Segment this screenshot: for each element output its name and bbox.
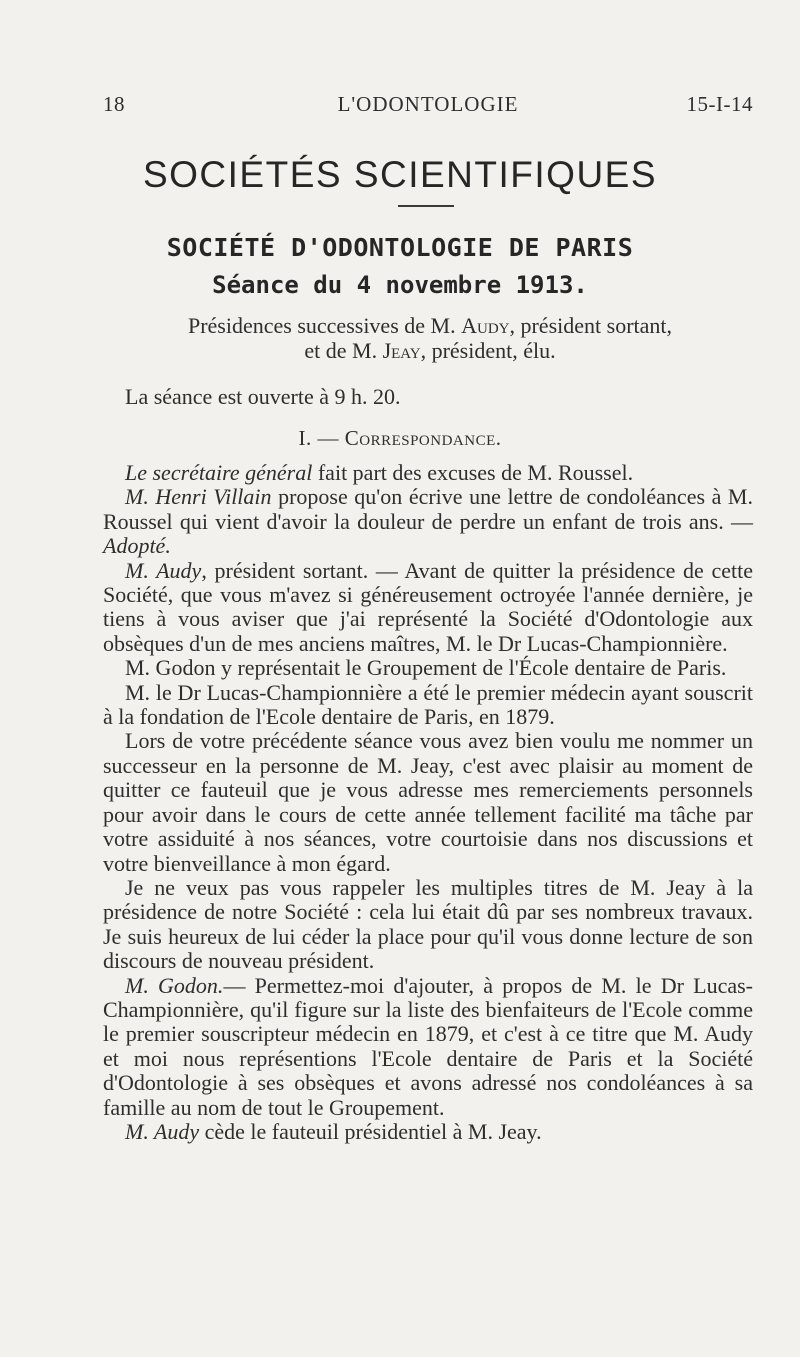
presidences-line2-suffix: , président, élu. xyxy=(420,338,556,363)
president-audy-name: Audy xyxy=(461,313,510,338)
paragraph-text: , président sortant. — Avant de quitter la présidence de cette Société, que vous m'avez si généreusement octroyée l'année dernière, je tiens à vous aviser que j'ai représenté la Société d'Odontologie aux obsèques d'un de mes anciens maîtres, M. le Dr Lucas-Championnière. xyxy=(103,557,753,656)
paragraph xyxy=(103,485,753,558)
section-numeral: I. — xyxy=(298,426,345,450)
paragraph-text: cède le fauteuil présidentiel à M. Jeay. xyxy=(199,1118,542,1144)
presidences-line2-prefix: et de M. xyxy=(304,338,383,363)
resolution: Adopté. xyxy=(103,533,171,559)
section-label: Correspondance. xyxy=(344,426,502,450)
paragraph xyxy=(103,1120,753,1144)
speaker: M. Audy xyxy=(125,557,202,583)
section-heading xyxy=(0,426,800,451)
paragraph-text: fait part des excuses de M. Roussel. xyxy=(312,460,634,485)
session-date: Séance du 4 novembre 1913. xyxy=(212,271,588,299)
paragraph: Je ne veux pas vous rappeler les multiples titres de M. Jeay à la présidence de notre Société : cela lui était dû par ses nombreux travaux. Je suis heureux de lui céder la place pour qu'il vous donne lecture de son discours de nouveau président. xyxy=(103,874,753,974)
issue-date: 15-I-14 xyxy=(686,92,753,116)
paragraph: M. le Dr Lucas-Championnière a été le premier médecin ayant souscrit à la fondation de l'Ecole dentaire de Paris, en 1879. xyxy=(103,679,753,730)
paragraph xyxy=(103,559,753,657)
president-jeay-name: Jeay xyxy=(382,338,421,363)
speaker: M. Henri Villain xyxy=(125,484,272,510)
journal-title: L'ODONTOLOGIE xyxy=(337,92,519,116)
paragraph: M. Godon y représentait le Groupement de l'École dentaire de Paris. xyxy=(125,655,727,681)
paragraph-text: — Permettez-moi d'ajouter, à propos de M. le Dr Lucas-Championnière, qu'il figure sur la liste des bienfaiteurs de l'Ecole comme le premier souscripteur médecin en 1879, et c'est à ce titre que M. Audy et moi nous représentions l'Ecole dentaire de Paris et la Société d'Odontologie à ses obsèques et avons adressé nos condoléances à sa famille au nom de tout le Groupement. xyxy=(103,972,753,1120)
body-text xyxy=(103,461,753,1144)
presidences xyxy=(100,313,760,363)
paragraph xyxy=(103,461,753,485)
paragraph: Lors de votre précédente séance vous avez bien voulu me nommer un successeur en la personne de M. Jeay, c'est avec plaisir au moment de quitter ce fauteuil que je vous adresse mes remerciements personnels pour avoir dans le cours de cette année tellement facilité ma tâche par votre assiduité à nos séances, votre courtoisie dans nos discussions et votre bienveillance à mon égard. xyxy=(103,728,753,876)
paragraph-text: propose qu'on écrive une lettre de condoléances à M. Roussel qui vient d'avoir la douleur de perdre un enfant de trois ans. — xyxy=(103,484,753,534)
running-header xyxy=(103,92,753,122)
title-divider xyxy=(398,205,454,207)
society-title: SOCIÉTÉ D'ODONTOLOGIE DE PARIS xyxy=(166,233,634,262)
presidences-line1-suffix: , président sortant, xyxy=(509,313,673,338)
speaker: M. Godon. xyxy=(125,972,224,998)
presidences-line1-prefix: Présidences successives de M. xyxy=(187,313,462,338)
page-number: 18 xyxy=(103,92,125,116)
speaker: Le secrétaire général xyxy=(125,460,313,485)
section-title: SOCIÉTÉS SCIENTIFIQUES xyxy=(142,154,658,195)
paragraph xyxy=(103,974,753,1120)
speaker: M. Audy xyxy=(125,1118,200,1144)
opening-statement: La séance est ouverte à 9 h. 20. xyxy=(125,384,401,409)
